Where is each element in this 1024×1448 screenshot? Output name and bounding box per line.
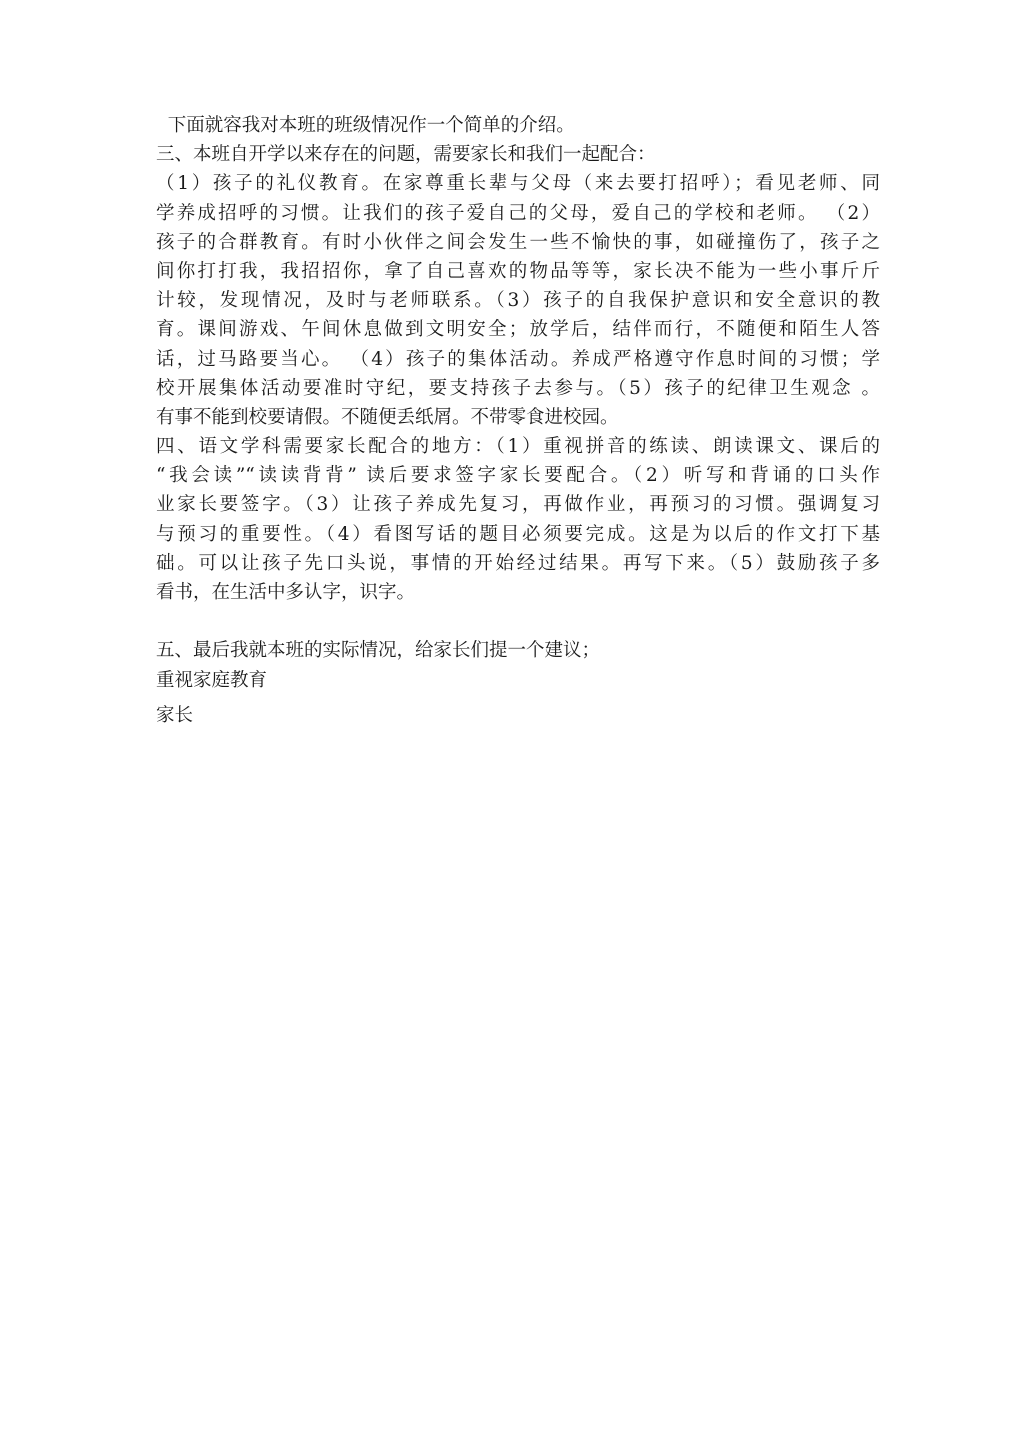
section-3-line: 有事不能到校要请假。不随便丢纸屑。不带零食进校园。 xyxy=(156,406,619,428)
intro-paragraph: 下面就容我对本班的班级情况作一个简单的介绍。 xyxy=(156,115,575,136)
section-3-heading: 三、本班自开学以来存在的问题，需要家长和我们一起配合： xyxy=(156,144,656,166)
section-4-line: 看书，在生活中多认字，识字。 xyxy=(156,582,416,603)
paragraph-spacer xyxy=(156,607,880,636)
section-3-line: （1）孩子的礼仪教育。在家尊重长辈与父母（来去要打招呼）；看见老师、同 xyxy=(156,173,880,195)
section-3-line: 话，过马路要当心。 （4）孩子的集体活动。养成严格遵守作息时间的习惯；学 xyxy=(156,348,880,370)
section-5-item: 家长 xyxy=(156,704,194,726)
section-4-line: 四、语文学科需要家长配合的地方：（1）重视拼音的练读、朗读课文、课后的 xyxy=(156,436,880,458)
section-5-item: 重视家庭教育 xyxy=(156,669,268,691)
section-5-heading: 五、最后我就本班的实际情况，给家长们提一个建议； xyxy=(156,640,601,662)
section-3-line: 校开展集体活动要准时守纪，要支持孩子去参与。（5）孩子的纪律卫生观念 。 xyxy=(156,377,880,399)
section-4-line: 与预习的重要性。（4）看图写话的题目必须要完成。这是为以后的作文打下基 xyxy=(156,523,880,545)
section-3-line: 孩子的合群教育。有时小伙伴之间会发生一些不愉快的事，如碰撞伤了，孩子之 xyxy=(156,231,880,253)
section-4-line: “我会读”“读读背背” 读后要求签字家长要配合。（2）听写和背诵的口头作 xyxy=(156,465,880,487)
section-4-line: 业家长要签字。（3）让孩子养成先复习，再做作业，再预习的习惯。强调复习 xyxy=(156,494,880,516)
section-3-line: 间你打打我，我招招你，拿了自己喜欢的物品等等，家长决不能为一些小事斤斤 xyxy=(156,260,880,282)
section-3-line: 计较，发现情况，及时与老师联系。（3）孩子的自我保护意识和安全意识的教 xyxy=(156,290,880,312)
section-3-line: 育。课间游戏、午间休息做到文明安全；放学后，结伴而行，不随便和陌生人答 xyxy=(156,319,880,341)
section-3-line: 学养成招呼的习惯。让我们的孩子爱自己的父母，爱自己的学校和老师。 （2） xyxy=(156,202,880,224)
document-body xyxy=(156,111,880,730)
section-4-line: 础。可以让孩子先口头说，事情的开始经过结果。再写下来。（5）鼓励孩子多 xyxy=(156,552,880,574)
